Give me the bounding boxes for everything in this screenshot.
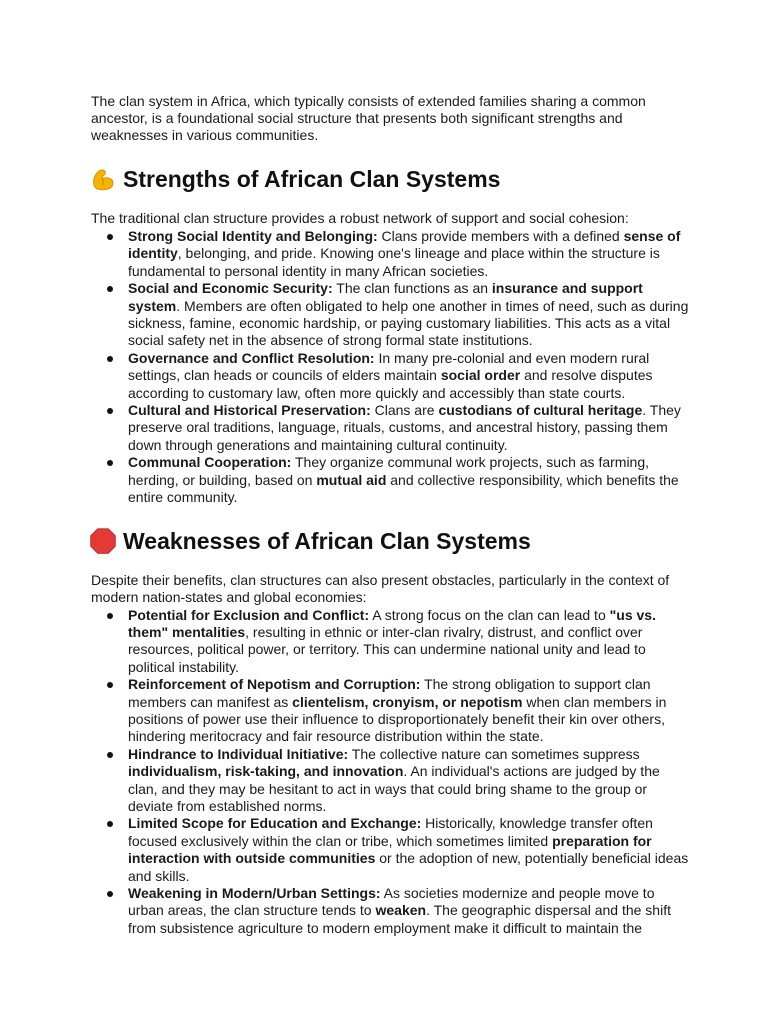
item-text: or the adoption of new, potentially beneficial ideas and skills.: [128, 850, 689, 884]
item-term: Hindrance to Individual Initiative:: [128, 745, 349, 762]
item-emphasis: social order: [440, 367, 521, 384]
item-emphasis: clientelism, cronyism, or nepotism: [292, 693, 523, 710]
item-term: Weakening in Modern/Urban Settings:: [128, 885, 381, 901]
list-item: [128, 228, 691, 280]
flexed-biceps-icon: [89, 165, 117, 193]
item-emphasis: mutual aid: [316, 471, 387, 488]
strengths-heading: [91, 164, 691, 194]
strengths-title: Strengths of African Clan Systems: [123, 166, 501, 192]
item-text: . The geographic dispersal and the shift from subsistence agriculture to modern employment make it difficult to maintain the: [128, 902, 671, 936]
item-term: Cultural and Historical Preservation:: [128, 402, 371, 419]
item-emphasis: insurance and support system: [128, 280, 643, 314]
item-term: Communal Cooperation:: [128, 454, 292, 471]
weaknesses-list: [91, 607, 691, 938]
item-emphasis: weaken: [375, 902, 427, 919]
item-term: Limited Scope for Education and Exchange:: [128, 815, 422, 832]
item-text: As societies modernize and people move to urban areas, the clan structure tends to: [128, 885, 655, 919]
list-item: [128, 350, 691, 402]
item-term: Strong Social Identity and Belonging:: [128, 228, 378, 244]
weaknesses-heading: [91, 526, 691, 556]
item-text: and collective responsibility, which benefits the entire community.: [128, 471, 679, 506]
stop-sign-icon: [89, 527, 117, 555]
intro-paragraph: The clan system in Africa, which typically consists of extended families sharing a common ancestor, is a foundational social structure that presents both significant strengths and weaknesses in various communities.: [91, 93, 646, 143]
item-emphasis: custodians of cultural heritage: [438, 402, 643, 419]
item-term: Reinforcement of Nepotism and Corruption:: [128, 676, 421, 693]
item-text: A strong focus on the clan can lead to: [369, 606, 610, 623]
item-term: Social and Economic Security:: [128, 280, 333, 297]
item-text: Historically, knowledge transfer often focused exclusively within the clan or tribe, which sometimes limited: [128, 815, 653, 849]
list-item: [128, 607, 691, 677]
item-text: , resulting in ethnic or inter-clan rivalry, distrust, and conflict over resources, political power, or territory. This can undermine national unity and lead to political instability.: [128, 623, 646, 675]
weaknesses-lead: Despite their benefits, clan structures can also present obstacles, particularly in the context of modern nation-states and global economies:: [91, 571, 670, 605]
item-term: Potential for Exclusion and Conflict:: [128, 606, 370, 623]
item-emphasis: "us vs. them" mentalities: [128, 606, 656, 640]
item-text: when clan members in positions of power use their influence to disproportionately benefit their kin over others, hindering meritocracy and fair resource distribution within the state.: [128, 693, 667, 745]
item-text: Clans provide members with a defined: [377, 228, 624, 244]
item-emphasis: preparation for interaction with outside communities: [128, 832, 652, 867]
document-page: [91, 93, 691, 937]
item-text: , belonging, and pride. Knowing one's lineage and place within the structure is fundamental to personal identity in many African societies.: [128, 245, 660, 279]
list-item: [128, 280, 691, 350]
item-emphasis: sense of identity: [128, 228, 681, 262]
list-item: [128, 402, 691, 454]
item-term: Governance and Conflict Resolution:: [128, 349, 375, 366]
item-text: The clan functions as an: [332, 280, 492, 297]
item-text: They organize communal work projects, such as farming, herding, or building, based on: [128, 454, 650, 488]
list-item: [128, 815, 691, 885]
list-item: [128, 746, 691, 816]
item-text: . An individual's actions are judged by the clan, and they may be hesitant to act in ways that could bring shame to the group or deviate from established norms.: [128, 763, 660, 814]
list-item: [128, 454, 691, 506]
item-text: . They preserve oral traditions, language, rituals, customs, and ancestral history, passing them down through generations and maintaining cultural continuity.: [128, 402, 681, 453]
strengths-list: [91, 228, 691, 507]
list-item: [128, 885, 691, 937]
item-text: Clans are: [370, 402, 439, 419]
item-text: In many pre-colonial and even modern rural settings, clan heads or councils of elders maintain: [128, 349, 650, 384]
item-emphasis: individualism, risk-taking, and innovation: [128, 763, 404, 780]
weaknesses-title: Weaknesses of African Clan Systems: [123, 527, 531, 554]
item-text: The collective nature can sometimes suppress: [348, 745, 640, 762]
item-text: The strong obligation to support clan members can manifest as: [128, 676, 651, 710]
item-text: . Members are often obligated to help one another in times of need, such as during sickness, famine, economic hardship, or paying customary liabilities. This acts as a vital social safety net in the absence of strong formal state institutions.: [128, 297, 689, 349]
item-text: and resolve disputes according to customary law, often more quickly and accessibly than state courts.: [128, 367, 653, 401]
list-item: [128, 676, 691, 746]
strengths-lead: The traditional clan structure provides a robust network of support and social cohesion:: [91, 210, 629, 226]
